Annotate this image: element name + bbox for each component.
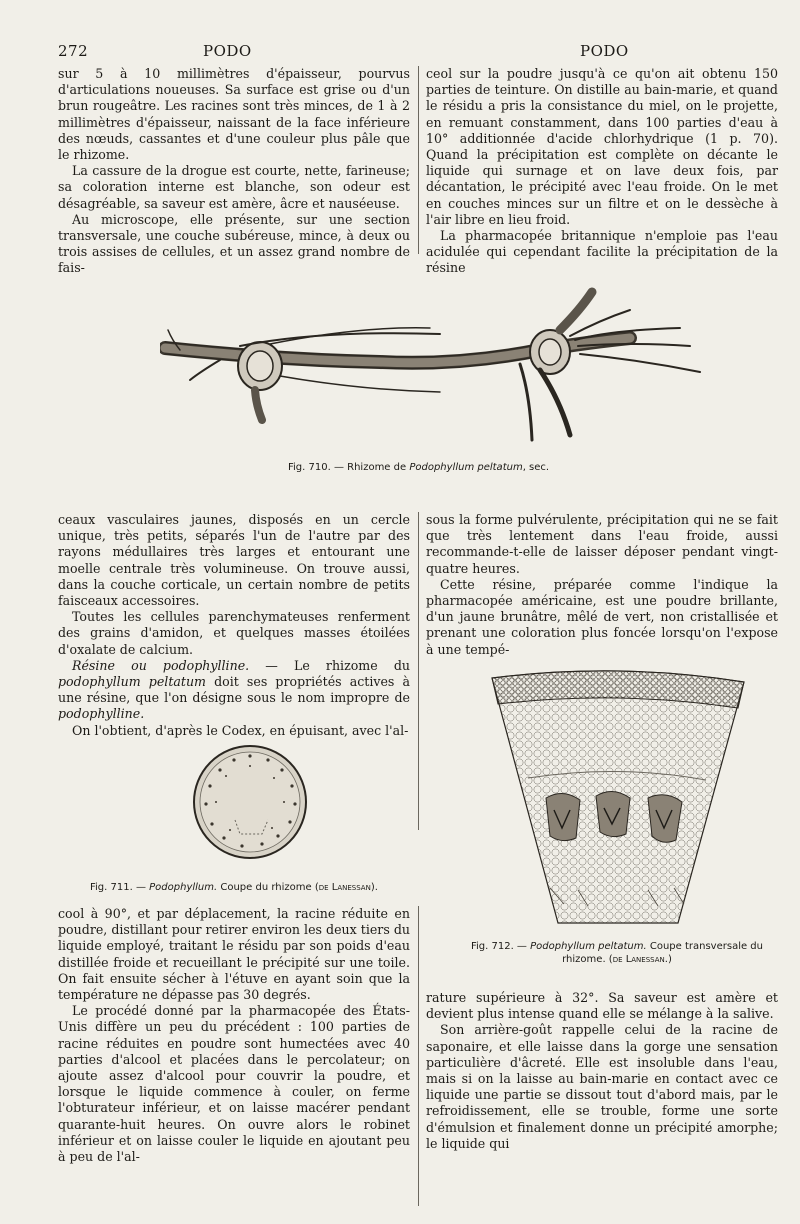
caption-text: Coupe transversale du rhizome. (: [562, 941, 763, 965]
paragraph: sur 5 à 10 millimètres d'épaisseur, pourvus d'articulations noueuses. Sa surface est grise ou d'un brun rougeâtre. Les racines sont très minces, de 1 à 2 millimètres d'épaisseur, naissant de la face inférieure des nœuds, cassantes et d'une couleur plus pâle que le rhizome.: [58, 66, 410, 163]
rhizome-illustration: [160, 280, 760, 450]
paragraph: Au microscope, elle présente, sur une section transversale, une couche subéreuse, mince, à deux ou trois assises de cellules, et un assez grand nombre de fais-: [58, 211, 410, 276]
paragraph: Son arrière-goût rappelle celui de la racine de saponaire, et elle laisse dans la gorge une sensation particulière d'âcreté. Elle est insoluble dans l'eau, mais si on la laisse au bain-marie en contact avec ce liquide une partie se dissout tout d'abord mais, par le refroidissement, elle se trouble, forme une sorte d'émulsion et finalement donne un précipité amorphe; le liquide qui: [426, 1022, 778, 1151]
paragraph: La pharmacopée britannique n'emploie pas l'eau acidulée qui cependant facilite la précipitation de la résine: [426, 228, 778, 276]
top-left-column: [58, 66, 410, 277]
rhizome-section-illustration: [190, 742, 310, 862]
column-rule: [418, 906, 419, 1206]
text: — Le rhizome du: [249, 657, 410, 673]
caption-species: Podophyllum peltatum.: [530, 941, 647, 952]
caption-text: ).: [370, 882, 378, 893]
paragraph: ceol sur la poudre jusqu'à ce qu'on ait obtenu 150 parties de teinture. On distille au bain-marie, et quand le résidu a pris la consistance du miel, on le projette, en remuant constamment, dans 100 parties d'eau à 10° additionnée d'acide chlorhydrique (1 p. 70). Quand la précipitation est complète on décante le liquide qui surnage et on lave deux fois, par décantation, le précipité avec l'eau froide. On le met en couches minces sur un filtre et on le dessèche à l'air libre en lieu froid.: [426, 66, 778, 227]
term: podophylline.: [58, 706, 145, 722]
caption-author: de Lanessan: [318, 882, 371, 893]
fig-712-caption: [452, 940, 782, 966]
paragraph: cool à 90°, et par déplacement, la racine réduite en poudre, distillant pour retirer environ les deux tiers du liquide employé, traitant le résidu par son poids d'eau distillée froide et recueillant le précipité sur une toile. On fait ensuite sécher à l'étuve en ayant soin que la température ne dépasse pas 30 degrés.: [58, 906, 410, 1003]
species-name: podophyllum peltatum: [58, 674, 207, 690]
top-right-column: [426, 66, 778, 277]
caption-text: Fig. 710. — Rhizome de: [288, 462, 410, 473]
paragraph: Cette résine, préparée comme l'indique la pharmacopée américaine, est une poudre brillante, d'un jaune brunâtre, mêlé de vert, non cristallisée et prenant une coloration plus foncée lorsqu'on l'expose à une tempé-: [426, 576, 778, 657]
section-heading: Résine ou podophylline.: [72, 657, 250, 673]
paragraph: Le procédé donné par la pharmacopée des États-Unis diffère un peu du précédent : 100 parties de racine réduites en poudre sont humectées avec 40 parties d'alcool et placées dans le percolateur; on ajoute assez d'alcool pour couvrir la poudre, et lorsque le liquide commence à couler, on ferme l'obturateur inférieur, et on laisse macérer pendant quarante-huit heures. On ouvre alors le robinet inférieur et on laisse couler le liquide en ajoutant peu à peu de l'al-: [58, 1003, 410, 1165]
caption-species: Podophyllum peltatum: [409, 462, 523, 473]
middle-left-column: [58, 512, 410, 739]
column-rule: [418, 512, 419, 830]
fig-710-caption: [288, 461, 588, 474]
running-head-left: PODO: [203, 42, 252, 60]
caption-text: Coupe du rhizome (: [217, 882, 319, 893]
fig-711-caption: [90, 881, 410, 894]
paragraph: rature supérieure à 32°. Sa saveur est amère et devient plus intense quand elle se mélange à la salive.: [426, 990, 778, 1022]
page-number: 272: [58, 42, 89, 60]
transverse-section-illustration: [488, 668, 748, 928]
paragraph: La cassure de la drogue est courte, nette, farineuse; sa coloration interne est blanche, son odeur est désagréable, sa saveur est amère, âcre et nauséeuse.: [58, 163, 410, 211]
bottom-left-column: [58, 906, 410, 1165]
caption-text: , sec.: [522, 462, 550, 473]
text: doit ses propriétés actives à une résine, que l'on désigne sous le nom impropre de: [58, 674, 410, 706]
middle-right-column: [426, 512, 778, 658]
caption-author: de Lanessan: [612, 954, 665, 965]
caption-text: .): [664, 954, 672, 965]
paragraph: sous la forme pulvérulente, précipitation qui ne se fait que très lentement dans l'eau froide, aussi recommande-t-elle de laisser déposer pendant vingt-quatre heures.: [426, 512, 778, 576]
running-head-right: PODO: [580, 42, 629, 60]
bottom-right-column: [426, 990, 778, 1152]
paragraph: [58, 658, 410, 723]
paragraph: Toutes les cellules parenchymateuses renferment des grains d'amidon, et quelques masses étoilées d'oxalate de calcium.: [58, 609, 410, 657]
caption-text: Fig. 712. —: [470, 941, 531, 952]
paragraph: ceaux vasculaires jaunes, disposés en un cercle unique, très petits, séparés l'un de l'autre par des rayons médullaires très larges et entourant une moelle centrale très volumineuse. On trouve aussi, dans la couche corticale, un certain nombre de petits faisceaux accessoires.: [58, 512, 410, 609]
column-rule: [418, 66, 419, 254]
caption-text: Fig. 711. —: [90, 882, 150, 893]
paragraph: On l'obtient, d'après le Codex, en épuisant, avec l'al-: [72, 722, 409, 738]
caption-species: Podophyllum.: [149, 882, 218, 893]
